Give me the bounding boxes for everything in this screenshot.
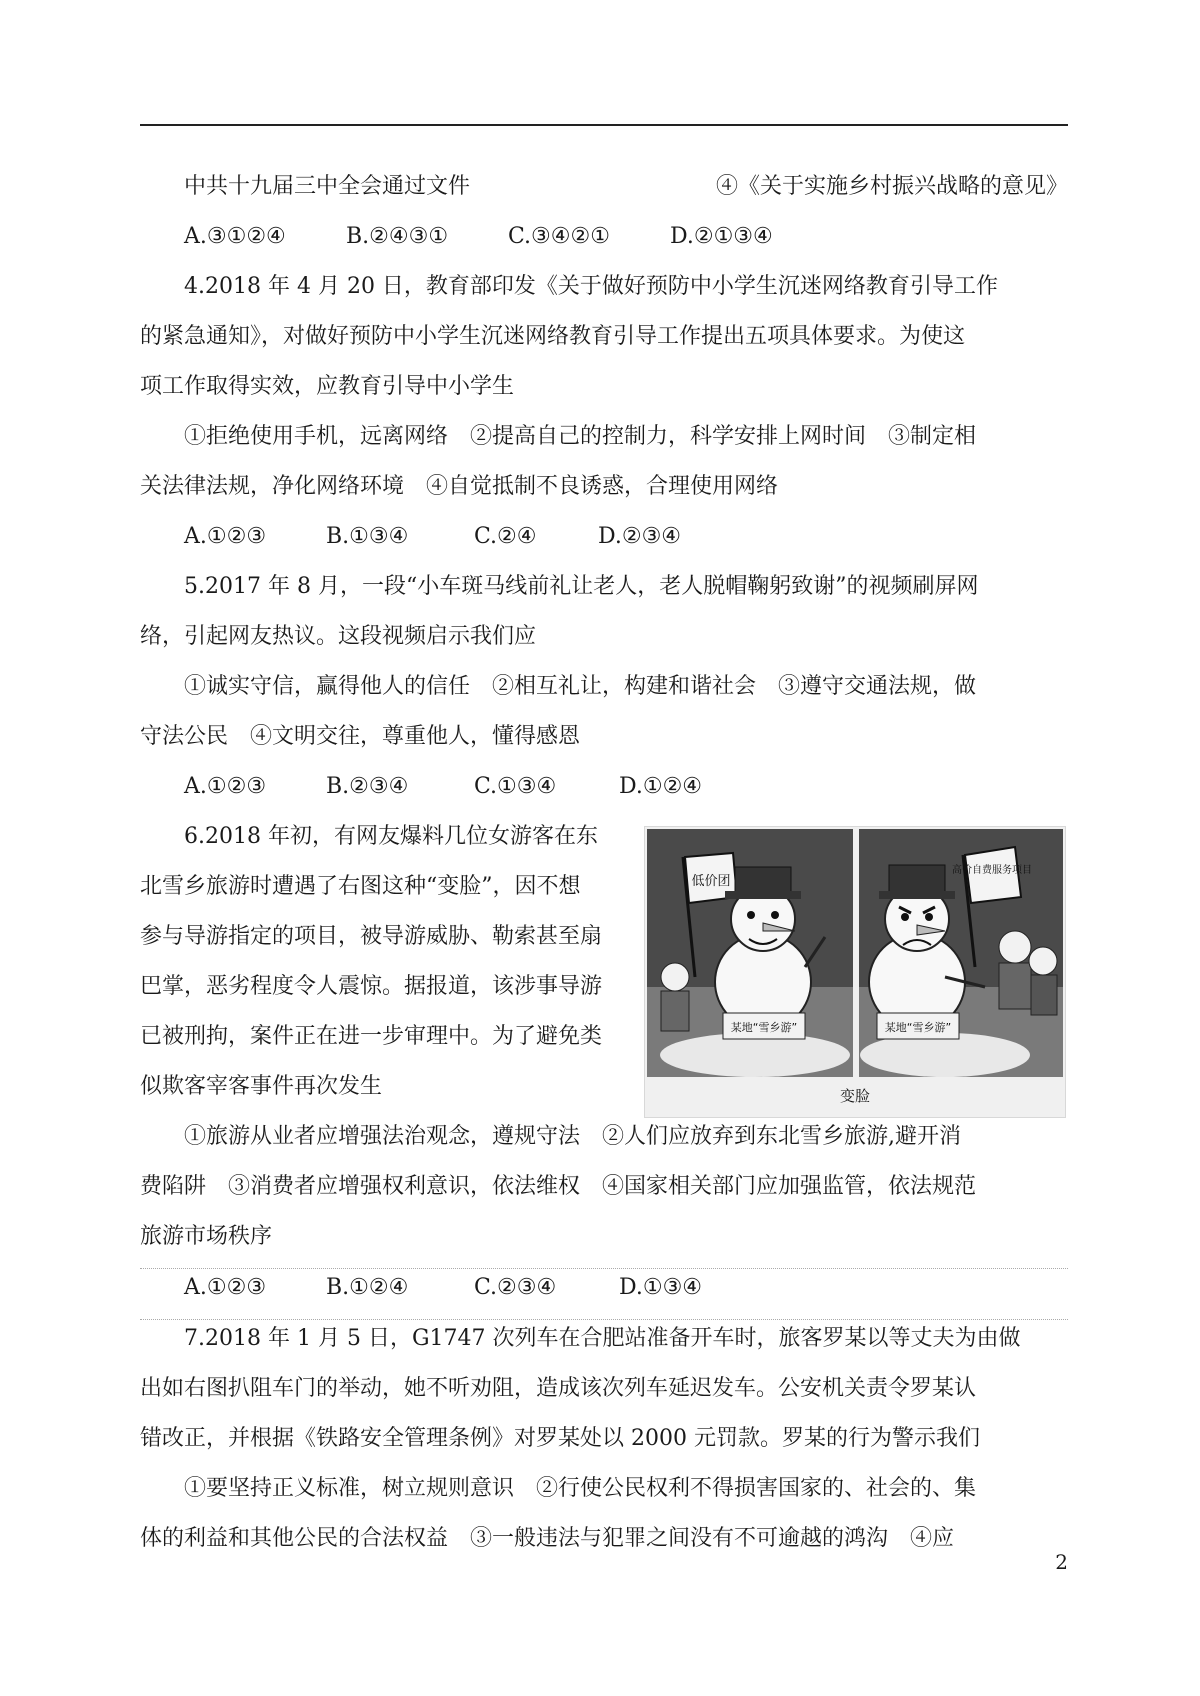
- q3-item-left: 中共十九届三中全会通过文件: [184, 174, 471, 199]
- q6-stem-line: 似欺客宰客事件再次发生: [140, 1074, 383, 1099]
- q5-options: [140, 768, 1068, 818]
- cartoon-left-flag-text: 低价团: [691, 874, 731, 889]
- cartoon-caption: 变脸: [839, 1087, 871, 1105]
- q5-stem-line: 5.2017 年 8 月，一段“小车斑马线前礼让老人，老人脱帽鞠躬致谢”的视频刷屏网: [184, 574, 979, 599]
- q5-option-d[interactable]: D.①②④: [619, 774, 703, 799]
- q6-stem-line: 6.2018 年初，有网友爆料几位女游客在东: [184, 824, 598, 849]
- q6-block: [140, 818, 1068, 1118]
- q4-statement-line: 关法律法规，净化网络环境 ④自觉抵制不良诱惑，合理使用网络: [140, 474, 779, 499]
- q7-stem-line: 错改正，并根据《铁路安全管理条例》对罗某处以 2000 元罚款。罗某的行为警示我们: [140, 1426, 980, 1451]
- q5-option-a[interactable]: A.①②③: [184, 774, 267, 799]
- q5-option-c[interactable]: C.①③④: [474, 774, 557, 799]
- q3-option-c[interactable]: C.③④②①: [508, 224, 610, 249]
- q6-option-b[interactable]: B.①②④: [326, 1275, 409, 1300]
- q6-stem: [140, 818, 638, 1118]
- q6-option-d[interactable]: D.①③④: [619, 1275, 703, 1300]
- q4-stem-line: 项工作取得实效，应教育引导中小学生: [140, 374, 515, 399]
- cartoon-right-sign-text: 某地“雪乡游”: [884, 1021, 952, 1034]
- q4-option-d[interactable]: D.②③④: [598, 524, 682, 549]
- q4-option-a[interactable]: A.①②③: [184, 524, 267, 549]
- cartoon-right-flag-text: 高价自费服务项目: [952, 865, 1032, 876]
- q6-statement-line: ①旅游从业者应增强法治观念，遵规守法 ②人们应放弃到东北雪乡旅游,避开消: [184, 1124, 961, 1149]
- q4-stem-line: 的紧急通知》，对做好预防中小学生沉迷网络教育引导工作提出五项具体要求。为使这: [140, 324, 966, 349]
- q4-option-c[interactable]: C.②④: [474, 524, 537, 549]
- q6-stem-line: 巴掌，恶劣程度令人震惊。据报道，该涉事导游: [140, 974, 603, 999]
- q4-option-b[interactable]: B.①③④: [326, 524, 409, 549]
- q3-option-d[interactable]: D.②①③④: [670, 224, 773, 249]
- cartoon-image: [644, 826, 1066, 1118]
- page-number: 2: [1055, 1550, 1068, 1574]
- q6-stem-line: 参与导游指定的项目，被导游威胁、勒索甚至扇: [140, 924, 603, 949]
- q6-option-a[interactable]: A.①②③: [184, 1275, 267, 1300]
- q3-option-b[interactable]: B.②④③①: [346, 224, 449, 249]
- cartoon-left-panel: [647, 829, 853, 1077]
- q7-statement-line: 体的利益和其他公民的合法权益 ③一般违法与犯罪之间没有不可逾越的鸿沟 ④应: [140, 1526, 955, 1551]
- cartoon-right-panel: [859, 829, 1063, 1077]
- q6-stem-line: 已被刑拘，案件正在进一步审理中。为了避免类: [140, 1024, 603, 1049]
- q6-options: [140, 1269, 1068, 1320]
- q5-option-b[interactable]: B.②③④: [326, 774, 409, 799]
- cartoon-left-sign-text: 某地“雪乡游”: [730, 1021, 798, 1034]
- q5-statement-line: 守法公民 ④文明交往，尊重他人，懂得感恩: [140, 724, 581, 749]
- q4-stem-line: 4.2018 年 4 月 20 日，教育部印发《关于做好预防中小学生沉迷网络教育引导工作: [184, 274, 998, 299]
- header-rule: [140, 124, 1068, 126]
- q4-options: [140, 518, 1068, 568]
- q3-item-right: ④《关于实施乡村振兴战略的意见》: [715, 174, 1068, 199]
- q3-option-a[interactable]: A.③①②④: [184, 224, 286, 249]
- q7-statement-line: ①要坚持正义标准，树立规则意识 ②行使公民权利不得损害国家的、社会的、集: [184, 1476, 977, 1501]
- q6-stem-line: 北雪乡旅游时遭遇了右图这种“变脸”，因不想: [140, 874, 581, 899]
- q7-stem-line: 7.2018 年 1 月 5 日，G1747 次列车在合肥站准备开车时，旅客罗某以等丈夫为由做: [184, 1326, 1021, 1351]
- q7-stem-line: 出如右图扒阻车门的举动，她不听劝阻，造成该次列车延迟发车。公安机关责令罗某认: [140, 1376, 977, 1401]
- q3-item-line: [140, 168, 1068, 218]
- q6-statement-line: 费陷阱 ③消费者应增强权利意识，依法维权 ④国家相关部门应加强监管，依法规范: [140, 1174, 977, 1199]
- q6-statement-line: 旅游市场秩序: [140, 1218, 1068, 1269]
- q6-option-c[interactable]: C.②③④: [474, 1275, 557, 1300]
- q5-stem-line: 络，引起网友热议。这段视频启示我们应: [140, 624, 537, 649]
- q5-statement-line: ①诚实守信，赢得他人的信任 ②相互礼让，构建和谐社会 ③遵守交通法规，做: [184, 674, 977, 699]
- q3-options: [140, 218, 1068, 268]
- q4-statement-line: ①拒绝使用手机，远离网络 ②提高自己的控制力，科学安排上网时间 ③制定相: [184, 424, 977, 449]
- page-content: [140, 168, 1068, 1570]
